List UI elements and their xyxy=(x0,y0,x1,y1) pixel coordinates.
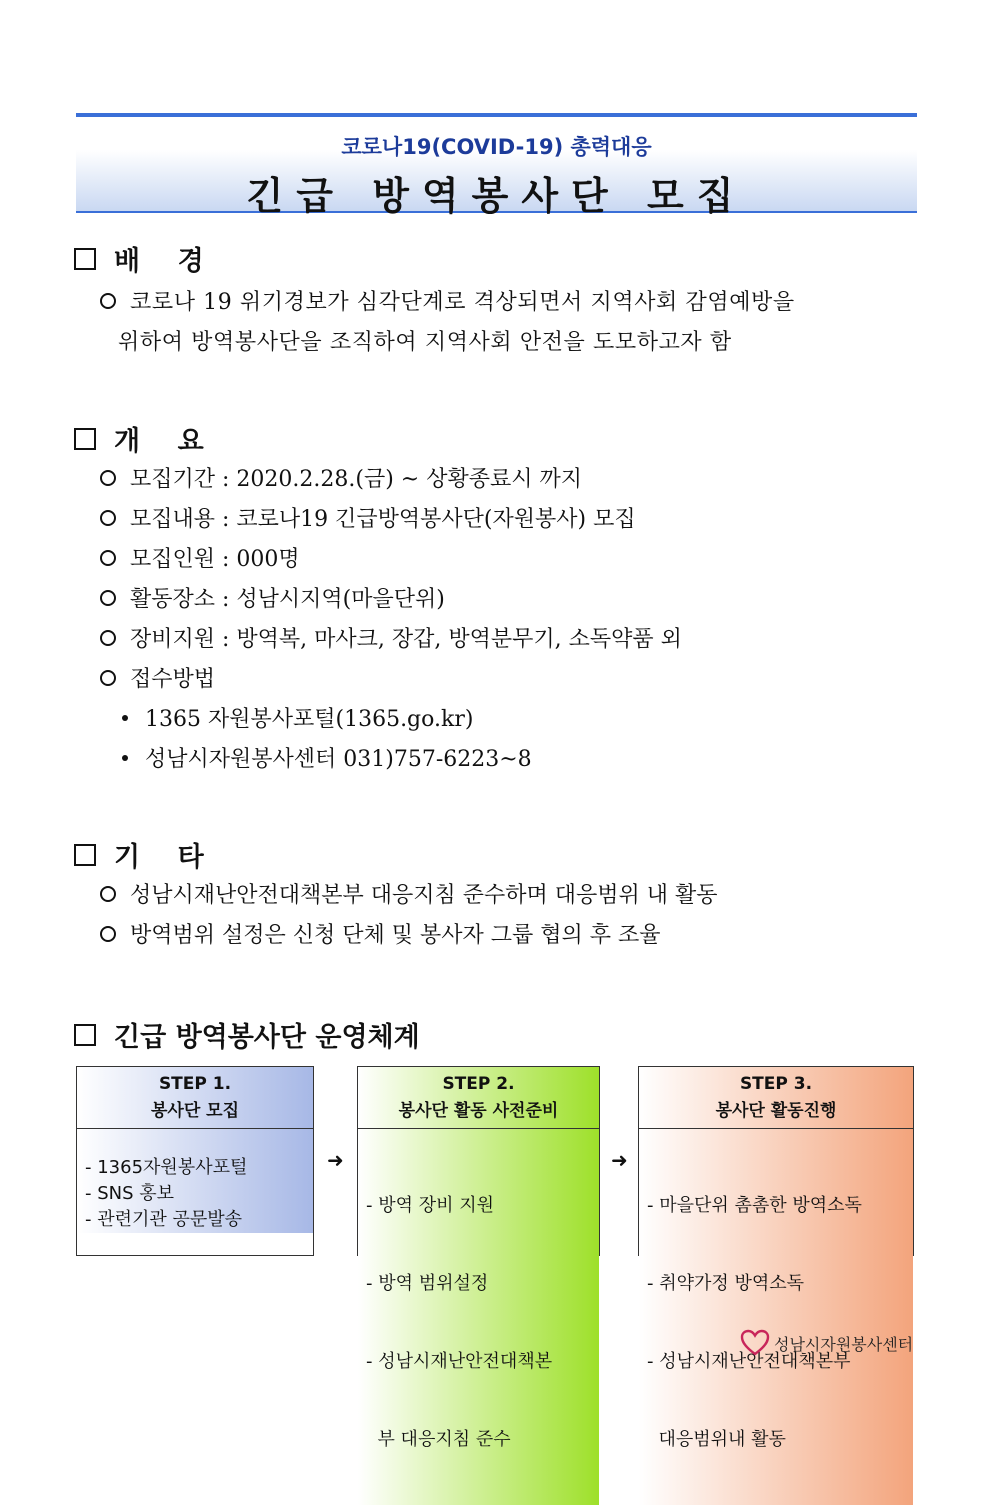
overview-item: 모집인원 : 000명 xyxy=(100,542,300,573)
overview-item: 모집내용 : 코로나19 긴급방역봉사단(자원봉사) 모집 xyxy=(100,502,636,533)
step-2-body xyxy=(358,1129,599,1505)
step-1-box xyxy=(76,1066,314,1256)
list-item: - 방역 범위설정 xyxy=(366,1273,489,1294)
list-item: - 1365자원봉사포털 xyxy=(85,1157,248,1178)
dot-bullet-icon xyxy=(122,715,128,721)
list-item: - SNS 홍보 xyxy=(85,1183,175,1204)
list-item: - 성남시재난안전대책본 xyxy=(366,1351,553,1372)
overview-sub-item: 1365 자원봉사포털(1365.go.kr) xyxy=(122,702,473,733)
dot-bullet-icon xyxy=(122,755,128,761)
section-overview-title: 개 요 xyxy=(114,426,204,457)
square-bullet-icon xyxy=(74,1024,96,1046)
overview-item: 장비지원 : 방역복, 마사크, 장갑, 방역분무기, 소독약품 외 xyxy=(100,622,682,653)
section-background-header xyxy=(74,239,204,278)
section-overview-header xyxy=(74,419,204,458)
circle-bullet-icon xyxy=(100,670,116,686)
overview-item: 활동장소 : 성남시지역(마을단위) xyxy=(100,582,445,613)
step-3-label: STEP 3. xyxy=(739,1074,813,1094)
step-3-body xyxy=(639,1129,913,1505)
circle-bullet-icon xyxy=(100,926,116,942)
overview-item: 접수방법 xyxy=(100,662,215,693)
step-2-name: 봉사단 활동 사전준비 xyxy=(398,1101,559,1121)
list-item: 대응범위내 활동 xyxy=(647,1429,786,1450)
step-2-header xyxy=(358,1067,599,1129)
footer-org-name: 성남시자원봉사센터 xyxy=(774,1334,914,1354)
footer-org xyxy=(740,1329,913,1357)
section-background-title: 배 경 xyxy=(114,246,204,277)
circle-bullet-icon xyxy=(100,590,116,606)
circle-bullet-icon xyxy=(100,470,116,486)
arrow-right-icon: ➜ xyxy=(611,1148,628,1172)
step-1-label: STEP 1. xyxy=(158,1074,232,1094)
etc-item: 방역범위 설정은 신청 단체 및 봉사자 그룹 협의 후 조율 xyxy=(100,918,660,949)
etc-item: 성남시재난안전대책본부 대응지침 준수하며 대응범위 내 활동 xyxy=(100,878,718,909)
list-item: - 성남시재난안전대책본부 xyxy=(647,1351,851,1372)
list-item: - 취약가정 방역소독 xyxy=(647,1273,805,1294)
section-system-title: 긴급 방역봉사단 운영체계 xyxy=(114,1022,420,1053)
circle-bullet-icon xyxy=(100,886,116,902)
circle-bullet-icon xyxy=(100,293,116,309)
square-bullet-icon xyxy=(74,248,96,270)
section-system-header xyxy=(74,1015,420,1054)
list-item: - 마을단위 촘촘한 방역소독 xyxy=(647,1195,862,1216)
title-banner xyxy=(76,113,917,218)
step-1-body xyxy=(77,1129,313,1233)
overview-item: 모집기간 : 2020.2.28.(금) ~ 상황종료시 까지 xyxy=(100,462,582,493)
circle-bullet-icon xyxy=(100,630,116,646)
step-2-box xyxy=(357,1066,600,1450)
background-line-2: 위하여 방역봉사단을 조직하여 지역사회 안전을 도모하고자 함 xyxy=(118,330,732,355)
list-item: 부 대응지침 준수 xyxy=(366,1429,511,1450)
page-title: 긴급 방역봉사단 모집 xyxy=(246,174,747,218)
step-3-name: 봉사단 활동진행 xyxy=(715,1101,837,1121)
overview-sub-item: 성남시자원봉사센터 031)757-6223~8 xyxy=(122,742,532,773)
page-subtitle: 코로나19(COVID-19) 총력대응 xyxy=(341,135,652,159)
square-bullet-icon xyxy=(74,428,96,450)
circle-bullet-icon xyxy=(100,550,116,566)
circle-bullet-icon xyxy=(100,510,116,526)
section-etc-title: 기 타 xyxy=(114,842,204,873)
heart-logo-icon xyxy=(740,1329,770,1357)
step-1-name: 봉사단 모집 xyxy=(150,1101,240,1121)
arrow-right-icon: ➜ xyxy=(327,1148,344,1172)
step-1-header xyxy=(77,1067,313,1129)
background-line-1: 코로나 19 위기경보가 심각단계로 격상되면서 지역사회 감염예방을 xyxy=(100,285,795,316)
step-3-header xyxy=(639,1067,913,1129)
list-item: - 관련기관 공문발송 xyxy=(85,1209,243,1230)
step-2-label: STEP 2. xyxy=(442,1074,515,1094)
list-item: - 방역 장비 지원 xyxy=(366,1195,494,1216)
section-etc-header xyxy=(74,835,204,874)
square-bullet-icon xyxy=(74,844,96,866)
